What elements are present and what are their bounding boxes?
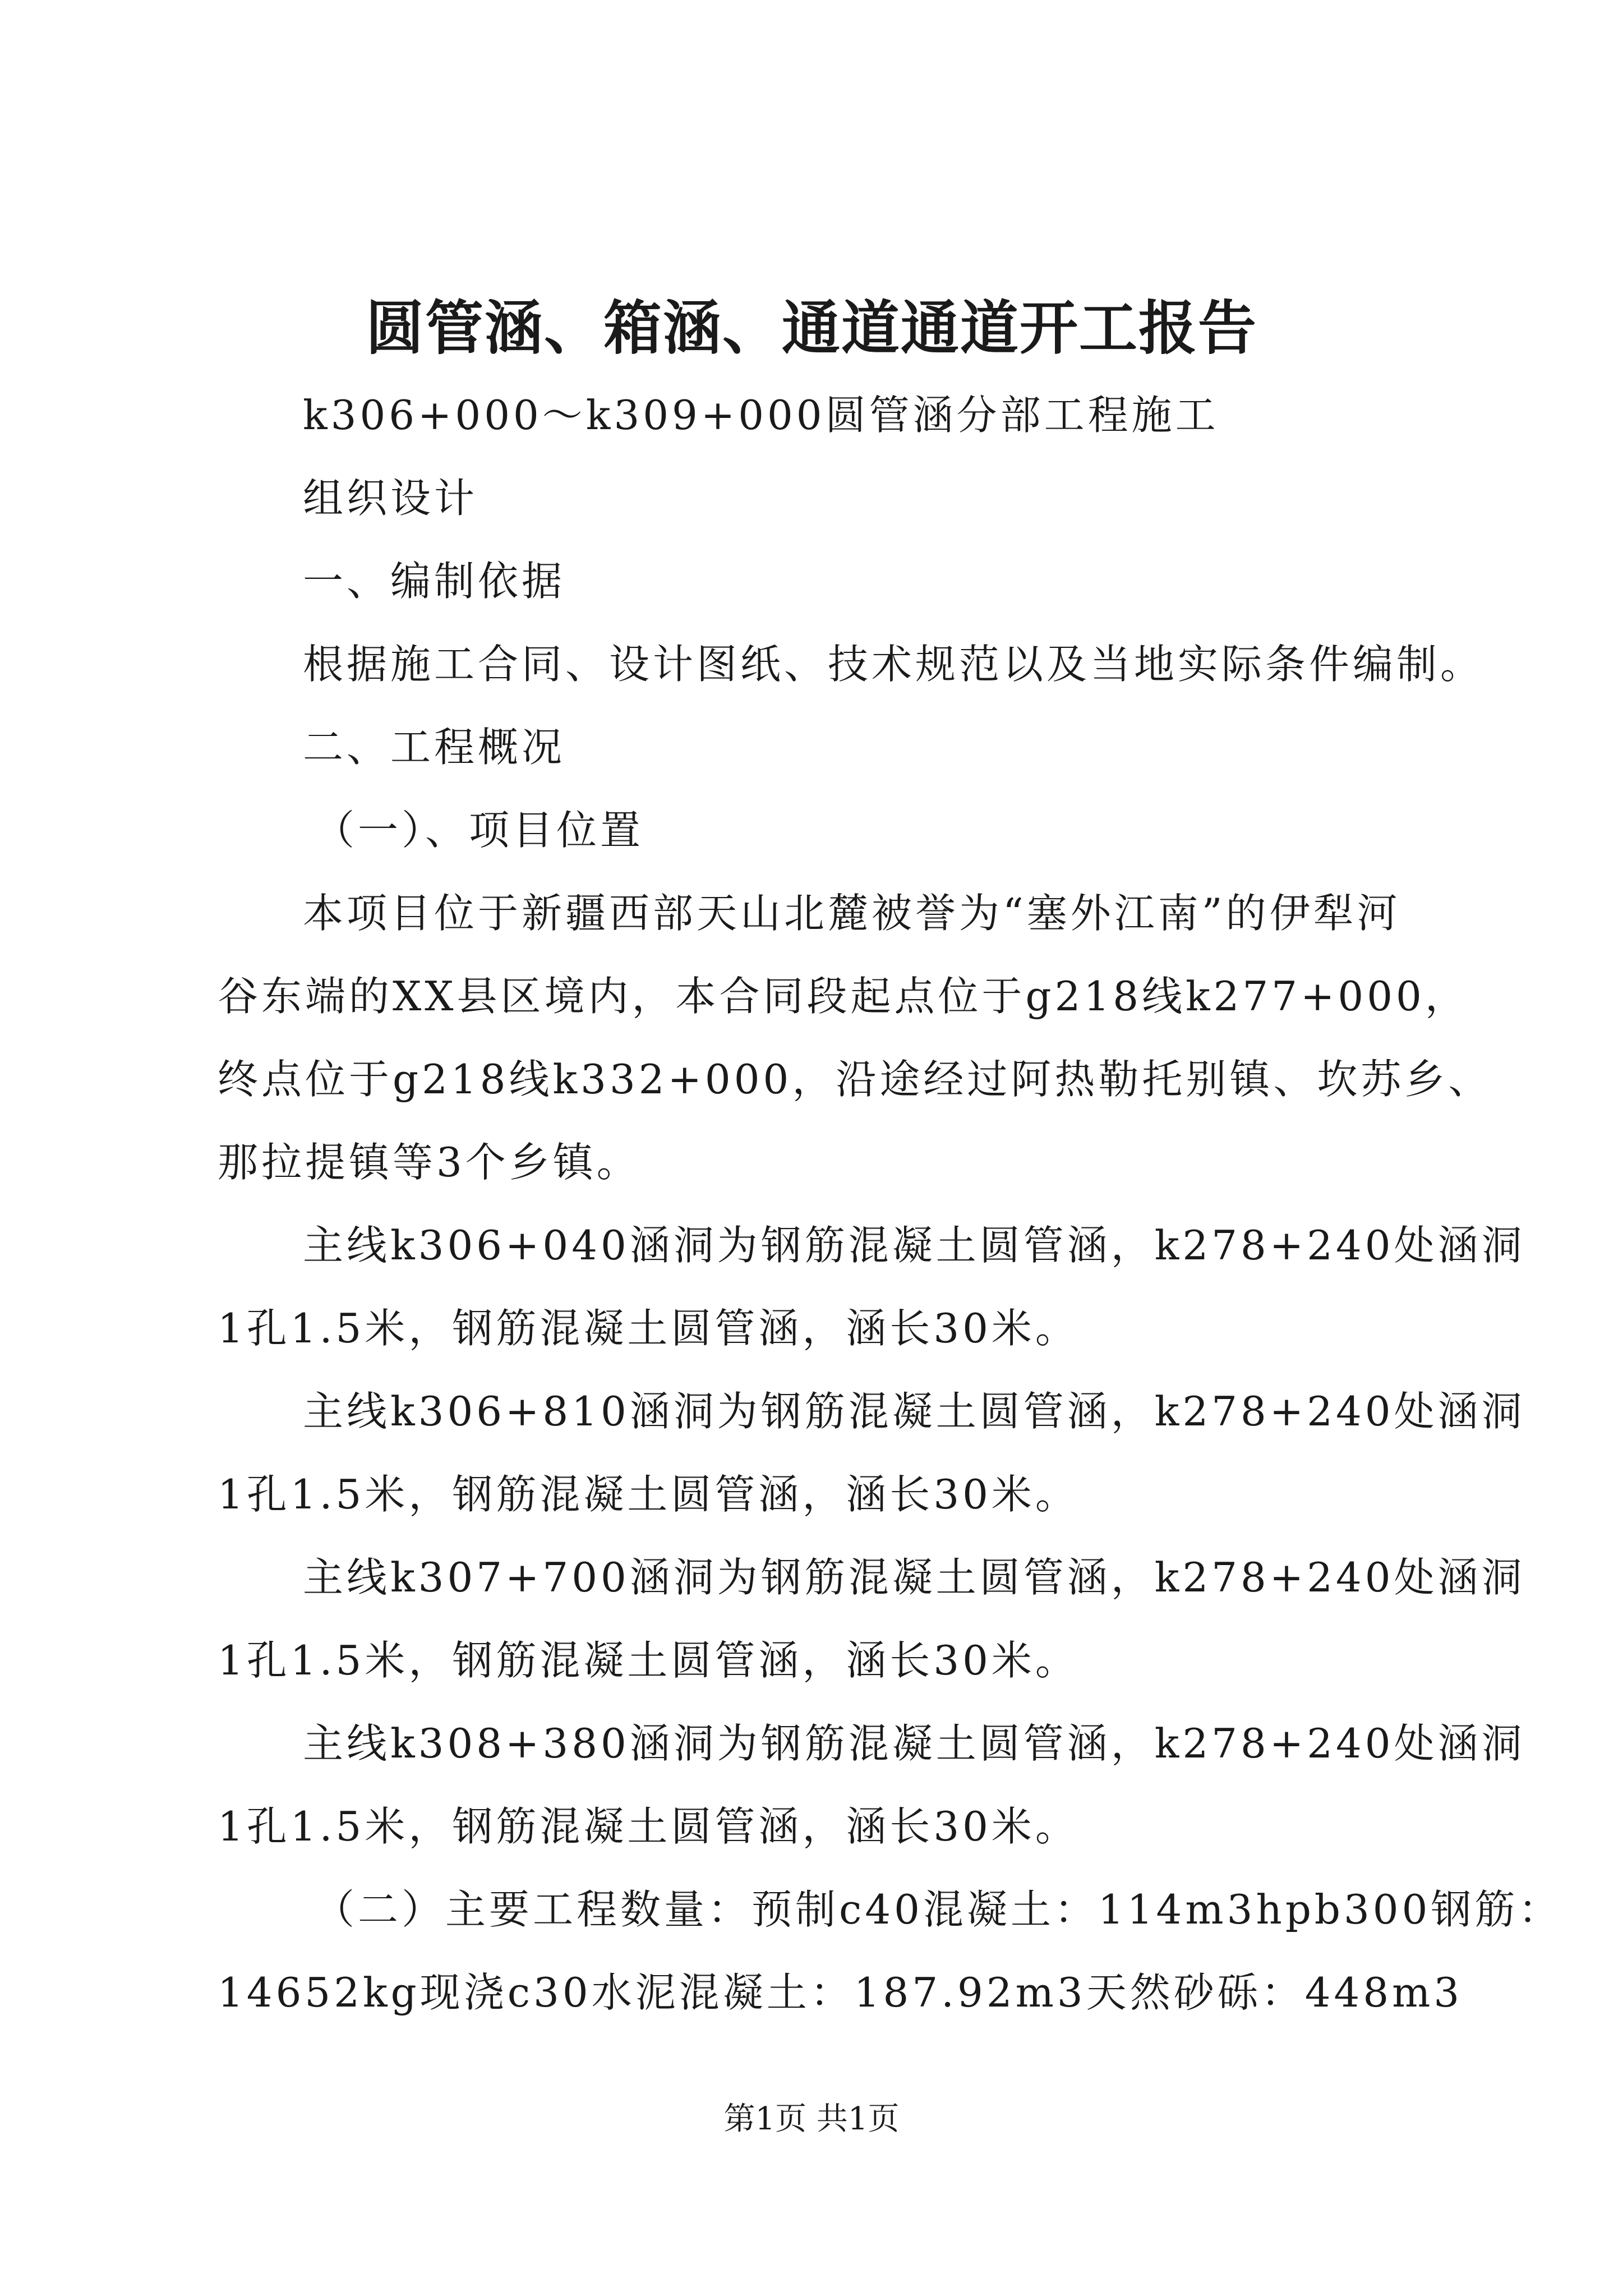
paragraph-location-line-2: 谷东端的XX县区境内，本合同段起点位于g218线k277+000， — [218, 973, 1469, 1020]
paragraph-culvert-2-line-2: 1孔1.5米，钢筋混凝土圆管涵，涵长30米。 — [218, 1471, 1079, 1518]
subsection-heading-1: （一）、项目位置 — [314, 807, 644, 854]
paragraph-culvert-4-line-2: 1孔1.5米，钢筋混凝土圆管涵，涵长30米。 — [218, 1803, 1079, 1850]
subtitle-line-1: k306+000～k309+000圆管涵分部工程施工 — [303, 392, 1219, 439]
paragraph-culvert-1-line-2: 1孔1.5米，钢筋混凝土圆管涵，涵长30米。 — [218, 1305, 1079, 1352]
page-number: 第1页 共1页 — [723, 2101, 900, 2137]
paragraph-location-line-4: 那拉提镇等3个乡镇。 — [218, 1139, 640, 1186]
paragraph-culvert-2-line-1: 主线k306+810涵洞为钢筋混凝土圆管涵，k278+240处涵洞 — [303, 1388, 1525, 1435]
document-title: 圆管涵、箱涵、通道通道开工报告 — [365, 293, 1257, 362]
paragraph-location-line-3: 终点位于g218线k332+000，沿途经过阿热勒托别镇、坎苏乡、 — [218, 1056, 1492, 1103]
paragraph-culvert-1-line-1: 主线k306+040涵洞为钢筋混凝土圆管涵，k278+240处涵洞 — [303, 1222, 1525, 1269]
paragraph-quantities-line-1: （二）主要工程数量：预制c40混凝土：114m3hpb300钢筋： — [314, 1886, 1562, 1933]
section-heading-2: 二、工程概况 — [303, 724, 566, 771]
paragraph-basis: 根据施工合同、设计图纸、技术规范以及当地实际条件编制。 — [303, 641, 1484, 688]
paragraph-culvert-3-line-2: 1孔1.5米，钢筋混凝土圆管涵，涵长30米。 — [218, 1637, 1079, 1684]
paragraph-culvert-3-line-1: 主线k307+700涵洞为钢筋混凝土圆管涵，k278+240处涵洞 — [303, 1554, 1525, 1601]
paragraph-location-line-1: 本项目位于新疆西部天山北麓被誉为“塞外江南”的伊犁河 — [303, 890, 1401, 937]
paragraph-culvert-4-line-1: 主线k308+380涵洞为钢筋混凝土圆管涵，k278+240处涵洞 — [303, 1720, 1525, 1767]
paragraph-quantities-line-2: 14652kg现浇c30水泥混凝土：187.92m3天然砂砾：448m3 — [218, 1969, 1463, 2016]
subtitle-line-2: 组织设计 — [303, 475, 478, 522]
section-heading-1: 一、编制依据 — [303, 558, 566, 605]
